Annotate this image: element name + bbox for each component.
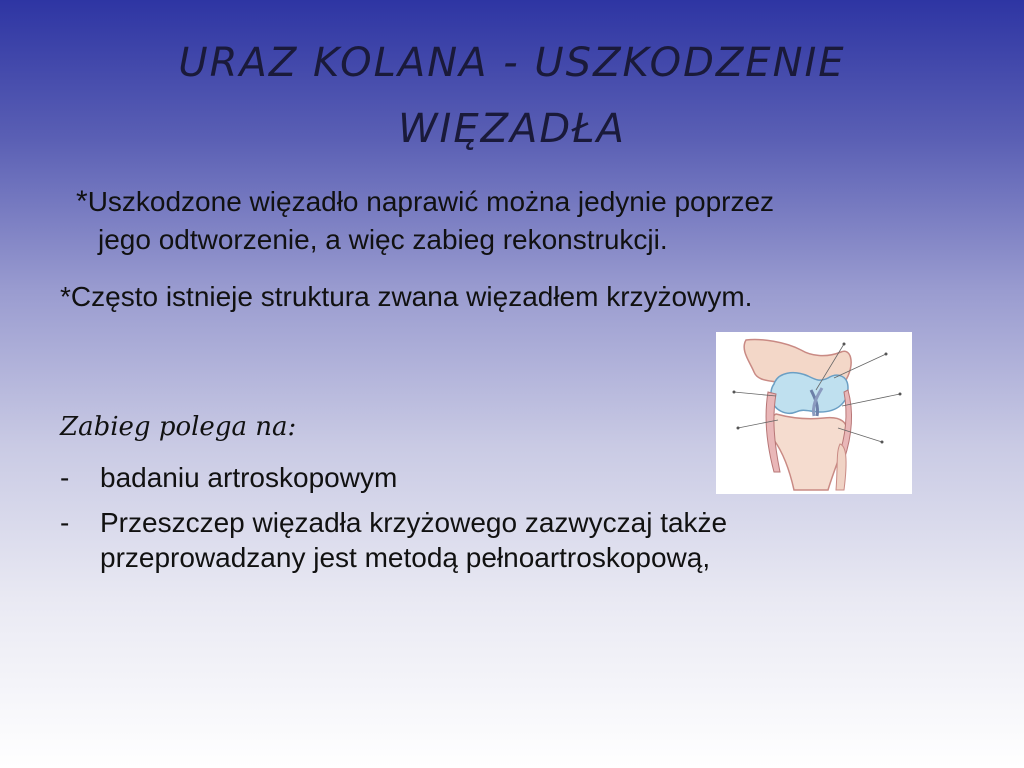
list-item-text: Przeszczep więzadła krzyżowego zazwyczaj także przeprowadzany jest metodą pełnoartroskopową, xyxy=(100,507,728,573)
list-item xyxy=(60,505,940,575)
list-item-text: badaniu artroskopowym xyxy=(100,462,398,493)
bullet-cruciate-ligament: *Często istnieje struktura zwana więzadłem krzyżowym. xyxy=(60,281,753,312)
title-line-1: URAZ KOLANA - USZKODZENIE xyxy=(178,40,846,86)
bullet-reconstruction-continuation: jego odtworzenie, a więc zabieg rekonstrukcji. xyxy=(98,224,668,255)
title-line-2: WIĘZADŁA xyxy=(397,106,627,152)
bullet-reconstruction xyxy=(60,183,950,259)
procedure-subheading: Zabieg polega na: xyxy=(60,412,297,442)
list-dash: - xyxy=(60,462,70,493)
list-dash: - xyxy=(60,507,70,538)
slide-title xyxy=(40,30,984,162)
knee-anatomy-image xyxy=(716,332,912,494)
bullet-star: * xyxy=(76,185,88,218)
bullet-reconstruction-text: Uszkodzone więzadło naprawić można jedynie poprzez xyxy=(87,186,775,217)
